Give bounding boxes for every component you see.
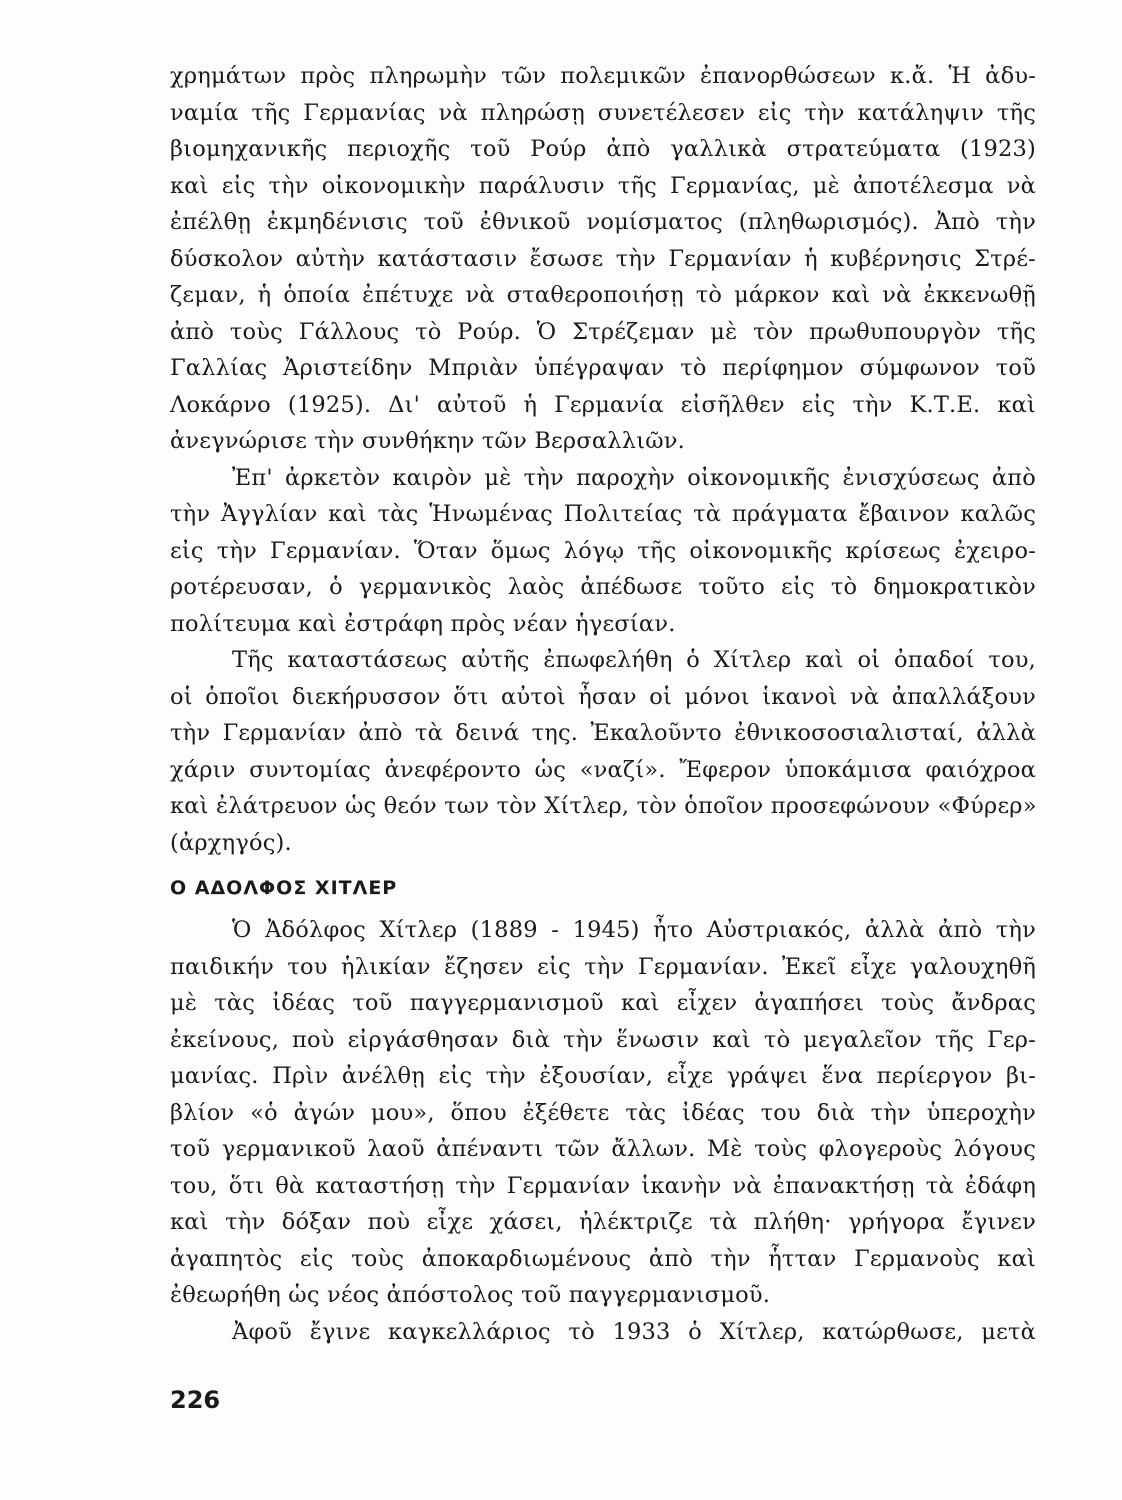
text-line: καὶ ἐλάτρευον ὡς θεόν των τὸν Χίτλερ, τὸν ὁποῖον προσεφώνουν «Φύρερ» <box>170 793 1037 819</box>
text-line: ἀνεγνώρισε τὴν συνθήκην τῶν Βερσαλλιῶν. <box>170 428 686 454</box>
text-line: ἐθεωρήθη ὡς νέος ἀπόστολος τοῦ παγγερμανισμοῦ. <box>170 1282 771 1308</box>
text-line: ἀπὸ τοὺς Γάλλους τὸ Ρούρ. Ὁ Στρέζεμαν μὲ τὸν πρωθυπουργὸν τῆς <box>170 318 1036 345</box>
text-line: τοῦ γερμανικοῦ λαοῦ ἀπέναντι τῶν ἄλλων. Μὲ τοὺς φλογεροὺς λόγους <box>170 1136 1036 1162</box>
text-line: χάριν συντομίας ἀνεφέροντο ὡς «ναζί». Ἔφερον ὑποκάμισα φαιόχροα <box>170 756 1036 783</box>
text-line: του, ὅτι θὰ καταστήσῃ τὴν Γερμανίαν ἱκανὴν νὰ ἐπανακτήσῃ τὰ ἐδάφη <box>170 1172 1036 1199</box>
text-line: χρημάτων πρὸς πληρωμὴν τῶν πολεμικῶν ἐπανορθώσεων κ.ἄ. Ἡ ἀδυ- <box>170 63 1036 89</box>
text-line: Γαλλίας Ἀριστείδην Μπριὰν ὑπέγραψαν τὸ περίφημον σύμφωνον τοῦ <box>170 355 1036 381</box>
text-line: εἰς τὴν Γερμανίαν. Ὅταν ὅμως λόγῳ τῆς οἰκονομικῆς κρίσεως ἐχειρο- <box>170 537 1036 564</box>
text-line: πολίτευμα καὶ ἐστράφη πρὸς νέαν ἡγεσίαν. <box>170 610 676 637</box>
text-line: δύσκολον αὐτὴν κατάστασιν ἔσωσε τὴν Γερμανίαν ἡ κυβέρνησις Στρέ- <box>170 245 1036 272</box>
text-line: Λοκάρνο (1925). Δι' αὐτοῦ ἡ Γερμανία εἰσῆλθεν εἰς τὴν Κ.Τ.Ε. καὶ <box>170 391 1036 418</box>
text-line: Ὁ Ἀδόλφος Χίτλερ (1889 - 1945) ἦτο Αὐστριακός, ἀλλὰ ἀπὸ τὴν <box>232 917 1036 943</box>
text-line: βλίον «ὁ ἀγών μου», ὅπου ἐξέθετε τὰς ἰδέας του διὰ τὴν ὑπεροχὴν <box>170 1099 1036 1126</box>
text-line: τὴν Γερμανίαν ἀπὸ τὰ δεινά της. Ἐκαλοῦντο ἐθνικοσοσιαλισταί, ἀλλὰ <box>170 720 1036 746</box>
text-line: καὶ τὴν δόξαν ποὺ εἶχε χάσει, ἠλέκτριζε τὰ πλήθη· γρήγορα ἔγινεν <box>170 1209 1036 1235</box>
text-line: ἐκείνους, ποὺ εἰργάσθησαν διὰ τὴν ἕνωσιν καὶ τὸ μεγαλεῖον τῆς Γερ- <box>170 1026 1036 1053</box>
text-line: μὲ τὰς ἰδέας τοῦ παγγερμανισμοῦ καὶ εἶχεν ἀγαπήσει τοὺς ἄνδρας <box>170 990 1036 1016</box>
text-block-before-heading <box>170 58 1036 861</box>
text-line: Ἀφοῦ ἔγινε καγκελλάριος τὸ 1933 ὁ Χίτλερ, κατώρθωσε, μετὰ <box>232 1318 1036 1345</box>
text-line: ἐπέλθῃ ἐκμηδένισις τοῦ ἐθνικοῦ νομίσματος (πληθωρισμός). Ἀπὸ τὴν <box>170 209 1036 235</box>
text-block-after-heading <box>170 912 1036 1350</box>
text-line: καὶ εἰς τὴν οἰκονομικὴν παράλυσιν τῆς Γερμανίας, μὲ ἀποτέλεσμα νὰ <box>170 172 1036 199</box>
text-line: οἱ ὁποῖοι διεκήρυσσον ὅτι αὐτοὶ ἦσαν οἱ μόνοι ἱκανοὶ νὰ ἀπαλλάξουν <box>170 683 1036 710</box>
text-line: μανίας. Πρὶν ἀνέλθῃ εἰς τὴν ἐξουσίαν, εἶχε γράψει ἕνα περίεργον βι- <box>170 1063 1036 1089</box>
text-line: ζεμαν, ἡ ὁποία ἐπέτυχε νὰ σταθεροποιήσῃ τὸ μάρκον καὶ νὰ ἐκκενωθῇ <box>170 282 1036 308</box>
text-line: βιομηχανικῆς περιοχῆς τοῦ Ρούρ ἀπὸ γαλλικὰ στρατεύματα (1923) <box>170 136 1036 162</box>
section-heading: Ο ΑΔΟΛΦΟΣ ΧΙΤΛΕΡ <box>170 877 398 899</box>
text-line: Ἐπ' ἀρκετὸν καιρὸν μὲ τὴν παροχὴν οἰκονομικῆς ἐνισχύσεως ἀπὸ <box>232 464 1036 491</box>
text-line: παιδικήν του ἡλικίαν ἔζησεν εἰς τὴν Γερμανίαν. Ἐκεῖ εἶχε γαλουχηθῆ <box>170 953 1036 980</box>
text-line: ροτέρευσαν, ὁ γερμανικὸς λαὸς ἀπέδωσε τοῦτο εἰς τὸ δημοκρατικὸν <box>170 574 1036 600</box>
page-number: 226 <box>170 1386 221 1414</box>
text-line: ναμία τῆς Γερμανίας νὰ πληρώσῃ συνετέλεσεν εἰς τὴν κατάληψιν τῆς <box>170 99 1036 126</box>
text-line: (ἀρχηγός). <box>170 829 292 856</box>
text-line: Τῆς καταστάσεως αὐτῆς ἐπωφελήθη ὁ Χίτλερ καὶ οἱ ὀπαδοί του, <box>232 647 1036 673</box>
text-line: τὴν Ἀγγλίαν καὶ τὰς Ἡνωμένας Πολιτείας τὰ πράγματα ἔβαινον καλῶς <box>170 501 1036 527</box>
text-line: ἀγαπητὸς εἰς τοὺς ἀποκαρδιωμένους ἀπὸ τὴν ἧτταν Γερμανοὺς καὶ <box>170 1245 1036 1272</box>
